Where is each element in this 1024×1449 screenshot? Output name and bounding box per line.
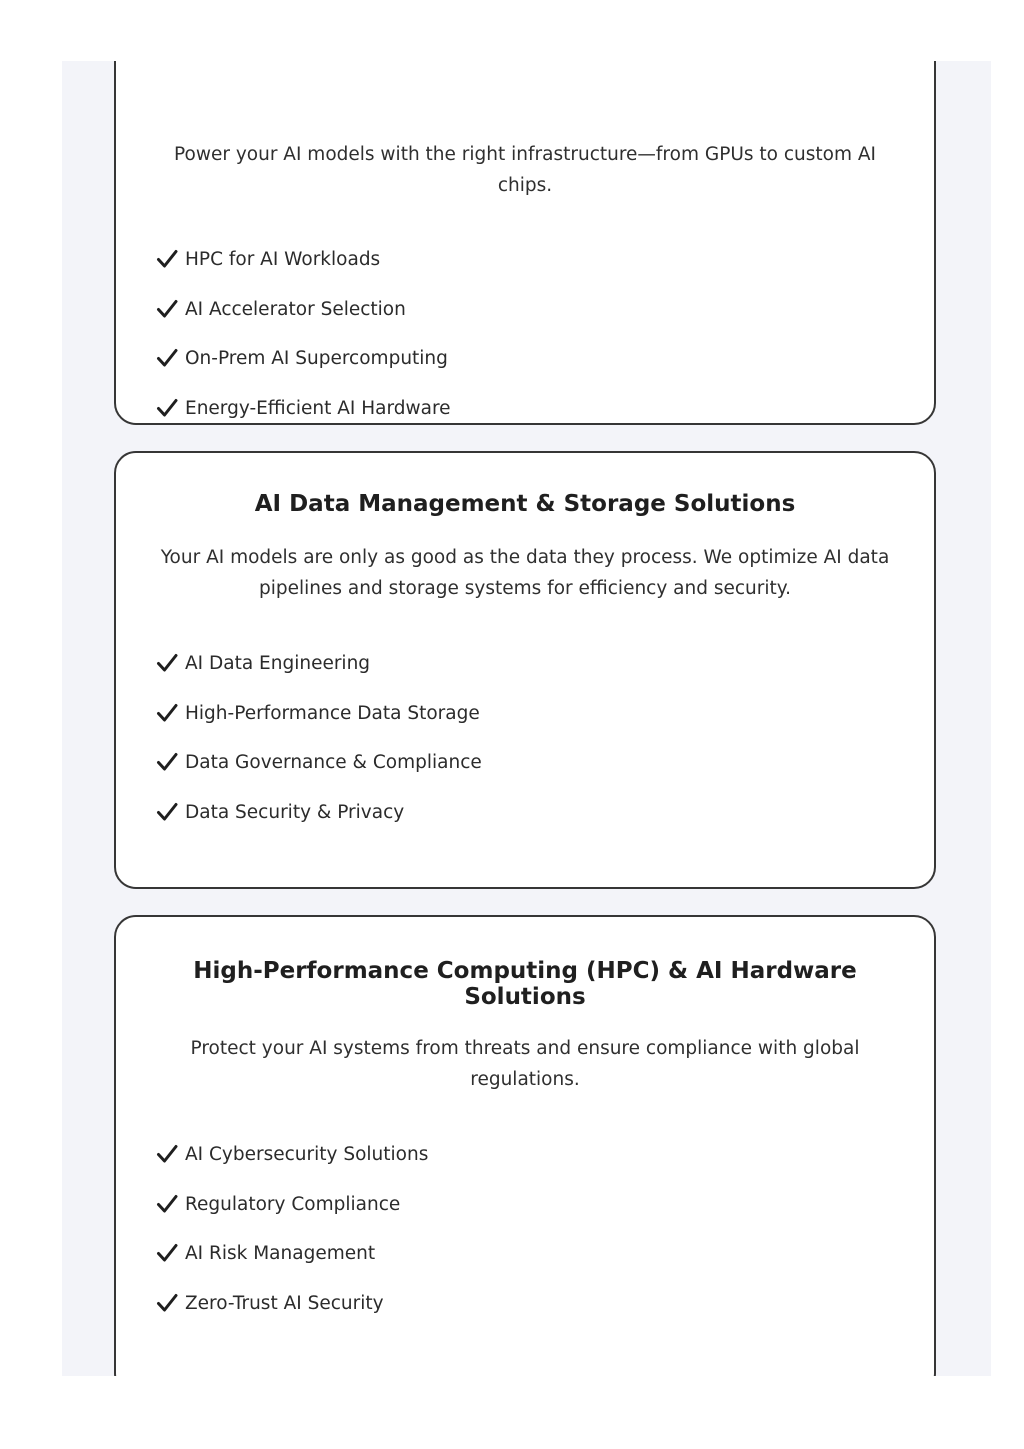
list-item bbox=[156, 1242, 894, 1292]
feature-list bbox=[156, 652, 894, 850]
feature-list bbox=[156, 1143, 894, 1341]
feature-label: Regulatory Compliance bbox=[185, 1193, 401, 1215]
feature-label: AI Data Engineering bbox=[185, 653, 371, 674]
feature-label: On-Prem AI Supercomputing bbox=[185, 348, 448, 369]
list-item bbox=[156, 1193, 894, 1243]
card-description: Protect your AI systems from threats and ensure compliance with global regulations. bbox=[190, 1038, 860, 1090]
check-icon bbox=[156, 1143, 178, 1165]
list-item bbox=[156, 298, 894, 348]
feature-label: Data Security & Privacy bbox=[185, 801, 405, 823]
list-item bbox=[156, 248, 894, 298]
list-item bbox=[156, 702, 894, 752]
check-icon bbox=[156, 652, 178, 674]
card-description: Power your AI models with the right infrastructure—from GPUs to custom AI chips. bbox=[174, 144, 876, 196]
list-item bbox=[156, 397, 894, 447]
service-card-hardware bbox=[114, 61, 936, 425]
check-icon bbox=[156, 702, 178, 724]
list-item bbox=[156, 1143, 894, 1193]
feature-label: AI Cybersecurity Solutions bbox=[185, 1144, 429, 1165]
list-item bbox=[156, 347, 894, 397]
service-card-hpc-hardware bbox=[114, 915, 936, 1376]
check-icon bbox=[156, 751, 178, 773]
list-item bbox=[156, 652, 894, 702]
card-description: Your AI models are only as good as the data they process. We optimize AI data pipelines and storage systems for efficiency and security. bbox=[160, 547, 890, 599]
feature-label: AI Accelerator Selection bbox=[185, 298, 406, 320]
card-title: High-Performance Computing (HPC) & AI Hardware Solutions bbox=[193, 958, 857, 1010]
card-title: AI Data Management & Storage Solutions bbox=[254, 491, 796, 517]
feature-label: High-Performance Data Storage bbox=[185, 702, 480, 724]
check-icon bbox=[156, 248, 178, 270]
check-icon bbox=[156, 397, 178, 419]
feature-label: Zero-Trust AI Security bbox=[185, 1292, 384, 1314]
list-item bbox=[156, 751, 894, 801]
check-icon bbox=[156, 801, 178, 823]
feature-label: AI Risk Management bbox=[185, 1243, 376, 1264]
check-icon bbox=[156, 1242, 178, 1264]
check-icon bbox=[156, 1193, 178, 1215]
service-card-data-management bbox=[114, 451, 936, 889]
check-icon bbox=[156, 298, 178, 320]
check-icon bbox=[156, 347, 178, 369]
check-icon bbox=[156, 1292, 178, 1314]
feature-list bbox=[156, 248, 894, 446]
list-item bbox=[156, 1292, 894, 1342]
services-section bbox=[62, 61, 991, 1376]
list-item bbox=[156, 801, 894, 851]
feature-label: Data Governance & Compliance bbox=[185, 752, 482, 773]
feature-label: HPC for AI Workloads bbox=[185, 249, 381, 270]
feature-label: Energy-Efficient AI Hardware bbox=[185, 397, 451, 419]
